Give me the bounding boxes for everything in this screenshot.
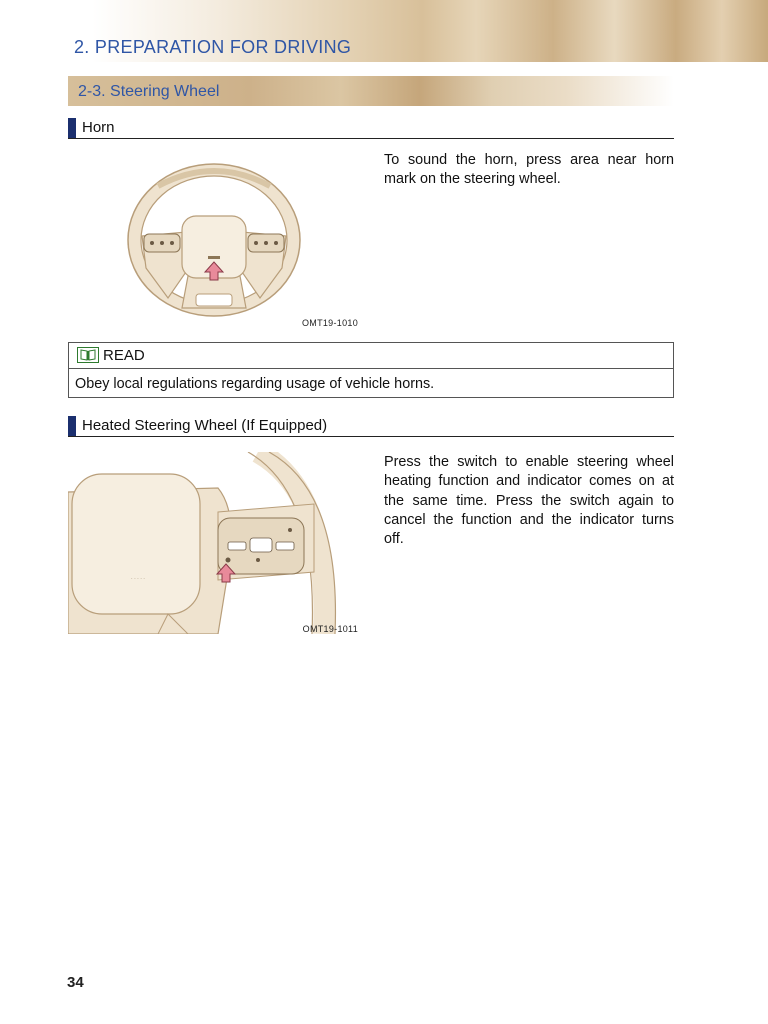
open-book-icon [77, 347, 99, 363]
horn-figure-code: OMT19-1010 [301, 318, 358, 328]
svg-text:· · · · ·: · · · · · [131, 576, 145, 582]
heated-heading-text: Heated Steering Wheel (If Equipped) [82, 417, 328, 434]
steering-wheel-illustration [68, 148, 364, 334]
heated-figure-code: OMT19-1011 [302, 624, 358, 634]
heated-figure [68, 452, 364, 634]
heading-mark [68, 118, 76, 138]
read-box-text: Obey local regulations regarding usage of vehicle horns. [75, 376, 435, 392]
horn-figure [68, 148, 364, 334]
heated-description: Press the switch to enable steering wheel heating function and indicator comes on at the same time. Press the switch again to cancel the function and the indicator turns off. [384, 454, 674, 548]
horn-description: To sound the horn, press area near horn mark on the steering wheel. [384, 152, 674, 188]
chapter-title: 2. PREPARATION FOR DRIVING [74, 37, 352, 57]
page-number: 34 [67, 974, 84, 991]
heated-heading [68, 416, 674, 437]
read-box-header [69, 343, 673, 369]
steering-wheel-closeup-illustration [68, 452, 364, 634]
read-box [68, 342, 674, 398]
read-box-label: READ [103, 347, 145, 364]
horn-heading [68, 118, 674, 139]
section-title: 2-3. Steering Wheel [78, 83, 220, 100]
heading-mark [68, 416, 76, 436]
horn-heading-text: Horn [82, 119, 115, 136]
